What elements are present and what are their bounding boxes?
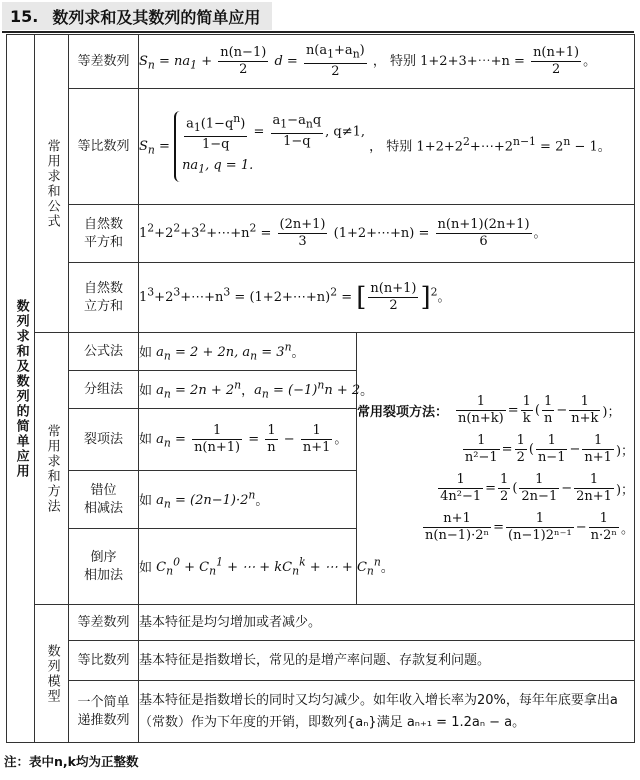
title-rule — [2, 31, 634, 33]
outer-label-cell — [7, 35, 35, 743]
table-row — [7, 605, 635, 641]
table-row — [7, 333, 635, 371]
summary-table — [6, 34, 635, 743]
row-label: 公式法 — [69, 333, 139, 371]
outer-label: 数列求和及数列的简单应用 — [13, 298, 29, 479]
model-description: 基本特征是指数增长的同时又均匀减少。如年收入增长率为20%，每年年底要拿出a（常数）作为下年度的开销，即数列{aₙ}满足 aₙ₊₁ = 1.2aₙ − a。 — [139, 681, 635, 743]
row-label: 自然数 立方和 — [69, 263, 139, 333]
formula-cube-sum: $1^3+2^3+\cdots+n^3$ = (1+2+⋯+n)$^2$ = [ $\frac{n(n+1)}{2}$ ]$^2$。 — [139, 263, 635, 333]
formula-arithmetic: $S_n = na_1$ + $\frac{n(n-1)}{2}$ d = $\frac{n(a_1+a_n)}{2}$ ， 特别 1+2+3+⋯+n = $\frac{n(n+1)}{2}$ 。 — [139, 35, 635, 89]
row-label: 等比数列 — [69, 641, 139, 681]
text-source-bindings — [0, 0, 1, 1]
section-title-bar — [2, 2, 272, 30]
row-label: 等差数列 — [69, 605, 139, 641]
table-row — [7, 35, 635, 89]
split-term-row: 常用裂项方法： $\frac{1}{n(n+k)}$ = $\frac{1}{k}$ ( $\frac{1}{n}$ − $\frac{1}{n+k}$ )； — [357, 393, 621, 426]
row-label: 裂项法 — [69, 409, 139, 471]
table-row — [7, 681, 635, 743]
formula-square-sum: $1^2+2^2+3^2+\cdots+n^2$ = $\frac{(2n+1)}{3}$ (1+2+⋯+n) = $\frac{n(n+1)(2n+1)}{6}$ 。 — [139, 205, 635, 263]
row-label: 等差数列 — [69, 35, 139, 89]
method-formula: 如 $a_n = 2n + 2^n$，$a_n = (-1)^nn + 2$。 — [139, 371, 357, 409]
group-label-methods: 常用求和方法 — [44, 423, 60, 514]
method-formula: 如 $a_n = 2 + 2n$, $a_n = 3^n$。 — [139, 333, 357, 371]
row-label: 分组法 — [69, 371, 139, 409]
table-row — [7, 205, 635, 263]
section-number: 15. — [10, 6, 39, 26]
group-label-cell — [35, 333, 69, 605]
row-label: 错位 相减法 — [69, 471, 139, 529]
model-description: 基本特征是指数增长，常见的是增产率问题、存款复利问题。 — [139, 641, 635, 681]
table-row — [7, 89, 635, 205]
row-label: 一个简单 递推数列 — [69, 681, 139, 743]
method-formula: 如 $a_n$ = $\frac{1}{n(n+1)}$ = $\frac{1}{n}$ − $\frac{1}{n+1}$ 。 — [139, 409, 357, 471]
section-title: 数列求和及其数列的简单应用 — [52, 7, 261, 27]
row-label: 自然数 平方和 — [69, 205, 139, 263]
method-formula: 如 $C_n^0 + C_n^1$ + ⋯ + $kC_n^k$ + ⋯ + $C_n^n$。 — [139, 529, 357, 605]
split-terms-title: 常用裂项方法： — [357, 404, 449, 420]
split-term-row: $\frac{1}{\text{n²−1}}$ = $\frac{1}{2}$ ( $\frac{1}{n-1}$ − $\frac{1}{n+1}$ )； — [464, 432, 635, 465]
group-label-formulas: 常用求和公式 — [44, 138, 60, 229]
table-row — [7, 263, 635, 333]
group-label-cell — [35, 35, 69, 333]
split-terms-panel — [357, 333, 635, 605]
model-description: 基本特征是均匀增加或者减少。 — [139, 605, 635, 641]
method-formula: 如 $a_n = (2n-1)\cdot 2^n$。 — [139, 471, 357, 529]
group-label-cell — [35, 605, 69, 743]
table-row — [7, 641, 635, 681]
split-term-row: $\frac{1}{\text{4n²−1}}$ = $\frac{1}{2}$ ( $\frac{1}{2n-1}$ − $\frac{1}{2n+1}$ )； — [440, 471, 635, 504]
formula-text — [0, 0, 1, 1]
group-label-models: 数列模型 — [44, 643, 60, 704]
split-term-row: $\frac{n+1}{\text{n(n−1)·2ⁿ}}$ = $\frac{1}{\text{(n−1)2ⁿ⁻¹}}$ − $\frac{1}{\text{n·2ⁿ}}$ 。 — [425, 510, 635, 543]
footnote: 注：表中n,k均为正整数 — [4, 754, 139, 769]
formula-geometric: $S_n$ = $\frac{a_1(1-q^n)}{1-q}$ = $\frac{a_1-a_nq}{1-q}$ , q≠1, $na_1$, q = 1. ， 特别 $1+2+2^2+\cdots+2^{n-1} = 2^n - 1$。 — [139, 89, 635, 205]
row-label: 等比数列 — [69, 89, 139, 205]
row-label: 倒序 相加法 — [69, 529, 139, 605]
